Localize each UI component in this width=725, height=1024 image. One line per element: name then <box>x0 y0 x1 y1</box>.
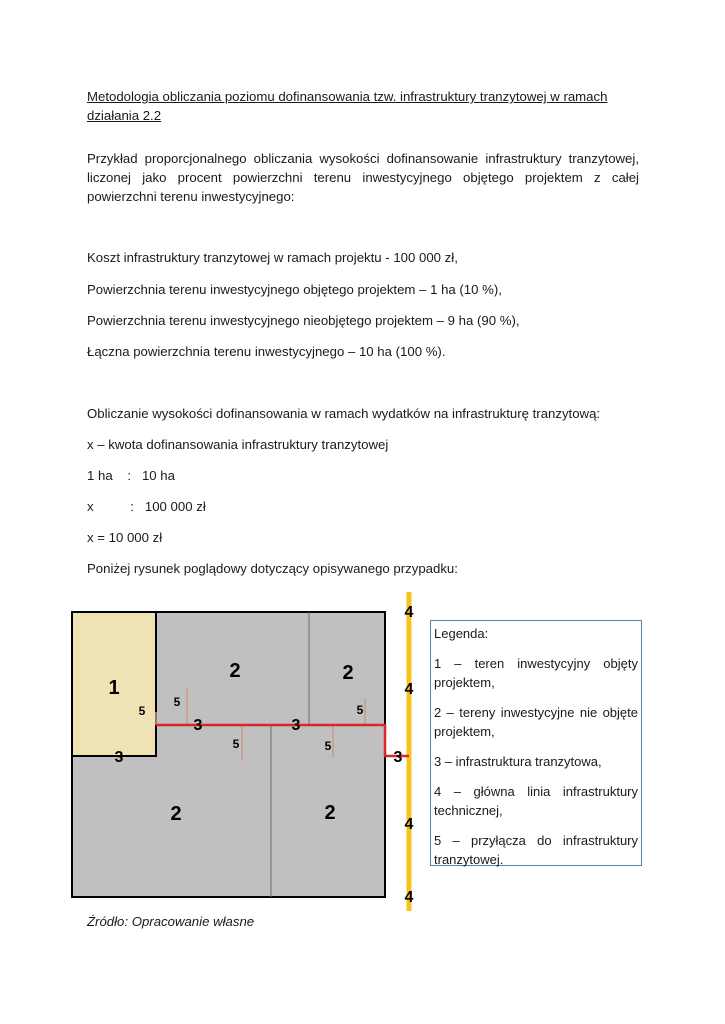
label-connection: 5 <box>356 703 364 717</box>
legend-title: Legenda: <box>434 626 489 641</box>
legend-item: 5 – przyłącza do infrastruktury tranzytowej. <box>434 833 638 867</box>
label-transit: 3 <box>114 749 124 766</box>
intro-paragraph: Przykład proporcjonalnego obliczania wysokości dofinansowanie infrastruktury tranzytowej, liczonej jako procent powierzchni terenu inwestycyjnego objętego projektem z całej powierzchni terenu inwestycyjnego: <box>87 151 639 204</box>
label-other-area: 2 <box>324 802 336 824</box>
document-heading: Metodologia obliczania poziomu dofinansowania tzw. infrastruktury tranzytowej w ramach działania 2.2 <box>87 89 608 123</box>
fact-covered-area: Powierzchnia terenu inwestycyjnego objętego projektem – 1 ha (10 %), <box>87 282 502 297</box>
label-project-area: 1 <box>108 677 120 699</box>
label-other-area: 2 <box>342 662 354 684</box>
legend-box <box>430 620 642 866</box>
label-main-line: 4 <box>404 604 414 621</box>
legend-item: 3 – infrastruktura tranzytowa, <box>434 754 602 769</box>
label-main-line: 4 <box>404 816 414 833</box>
calc-intro: Obliczanie wysokości dofinansowania w ramach wydatków na infrastrukturę tranzytową: <box>87 406 601 421</box>
label-connection: 5 <box>324 739 332 753</box>
legend-item: 2 – tereny inwestycyjne nie objęte projektem, <box>434 705 638 739</box>
figure-intro: Poniżej rysunek poglądowy dotyczący opisywanego przypadku: <box>87 561 458 576</box>
fact-cost: Koszt infrastruktury tranzytowej w ramach projektu - 100 000 zł, <box>87 250 458 265</box>
label-connection: 5 <box>138 704 146 718</box>
calc-ratio-cost: x : 100 000 zł <box>87 499 206 514</box>
fact-uncovered-area: Powierzchnia terenu inwestycyjnego nieobjętego projektem – 9 ha (90 %), <box>87 313 520 328</box>
label-transit: 3 <box>193 717 203 734</box>
label-main-line: 4 <box>404 889 414 906</box>
fact-total-area: Łączna powierzchnia terenu inwestycyjnego – 10 ha (100 %). <box>87 344 446 359</box>
label-other-area: 2 <box>229 660 241 682</box>
label-transit: 3 <box>393 749 403 766</box>
label-connection: 5 <box>232 737 240 751</box>
label-transit: 3 <box>291 717 301 734</box>
calc-ratio-area: 1 ha : 10 ha <box>87 468 175 483</box>
calc-definition: x – kwota dofinansowania infrastruktury tranzytowej <box>87 437 389 452</box>
legend-item: 1 – teren inwestycyjny objęty projektem, <box>434 656 638 690</box>
calc-result: x = 10 000 zł <box>87 530 163 545</box>
label-main-line: 4 <box>404 681 414 698</box>
legend-item: 4 – główna linia infrastruktury technicznej, <box>434 784 638 818</box>
label-other-area: 2 <box>170 803 182 825</box>
figure-source: Źródło: Opracowanie własne <box>87 914 255 929</box>
label-connection: 5 <box>173 695 181 709</box>
